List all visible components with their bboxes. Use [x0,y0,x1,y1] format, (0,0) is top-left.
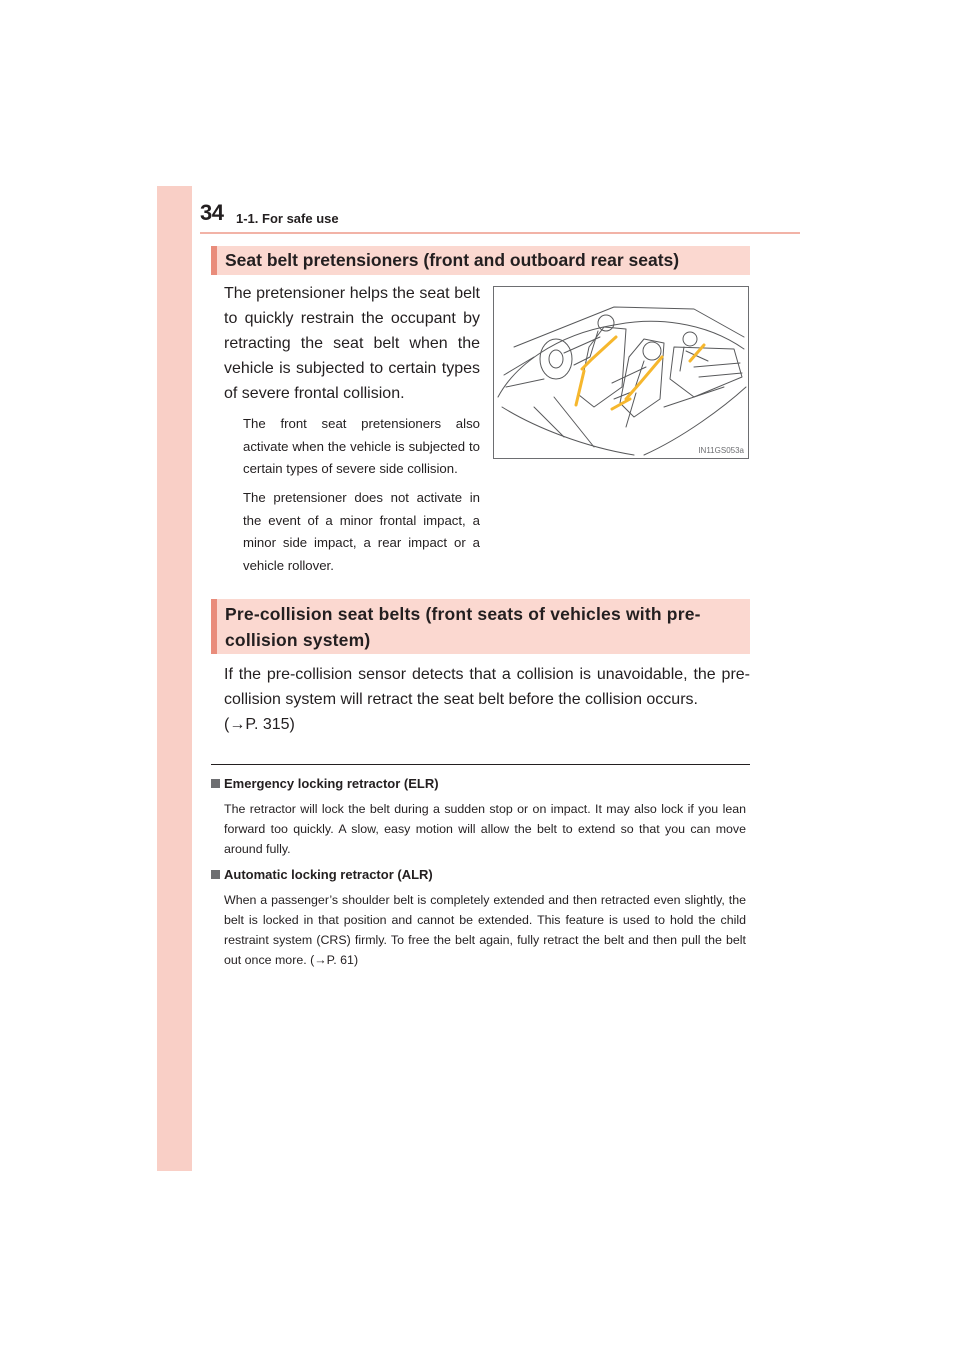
alr-title [211,867,433,882]
elr-title-text: Emergency locking retractor (ELR) [224,776,439,791]
alr-body: When a passenger’s shoulder belt is completely extended and then retracted even slightly, the belt is locked in that position and cannot be extended. This feature is used to hold the child restraint system (CRS) firmly. To free the belt again, fully retract the belt and then pull the belt out once more. (→P. 61) [224,893,746,967]
elr-body: The retractor will lock the belt during a sudden stop or on impact. It may also lock if you lean forward too quickly. A slow, easy motion will allow the belt to extend so that you can move around fully. [224,802,746,856]
chapter-side-tab [157,186,192,1171]
section-label: 1-1. For safe use [236,211,339,226]
pre-collision-heading: Pre-collision seat belts (front seats of vehicles with pre-collision system) [211,599,750,654]
alr-title-text: Automatic locking retractor (ALR) [224,867,433,882]
elr-title [211,776,439,791]
section-divider [211,764,750,765]
header-rule [200,232,800,234]
pre-collision-text: If the pre-collision sensor detects that a collision is unavoidable, the pre-collision system will retract the seat belt before the collision occurs. [224,666,750,708]
bullet-square-icon [211,870,220,879]
pretensioner-intro: The pretensioner helps the seat belt to quickly restrain the occupant by retracting the seat belt when the vehicle is subjected to certain types of severe frontal collision. [224,285,480,402]
seat-belt-illustration [493,286,749,459]
car-interior-icon [494,287,748,458]
pretensioner-note-side-collision: The front seat pretensioners also activate when the vehicle is subjected to certain types of severe side collision. [243,416,480,476]
pretensioner-heading: Seat belt pretensioners (front and outboard rear seats) [211,246,750,275]
bullet-square-icon [211,779,220,788]
pretensioner-note-no-activation: The pretensioner does not activate in the event of a minor frontal impact, a minor side impact, a rear impact or a vehicle rollover. [243,490,480,573]
page-number: 34 [200,200,224,225]
figure-code: IN11GS053a [698,446,744,455]
pre-collision-page-ref[interactable]: (→P. 315) [224,716,295,733]
